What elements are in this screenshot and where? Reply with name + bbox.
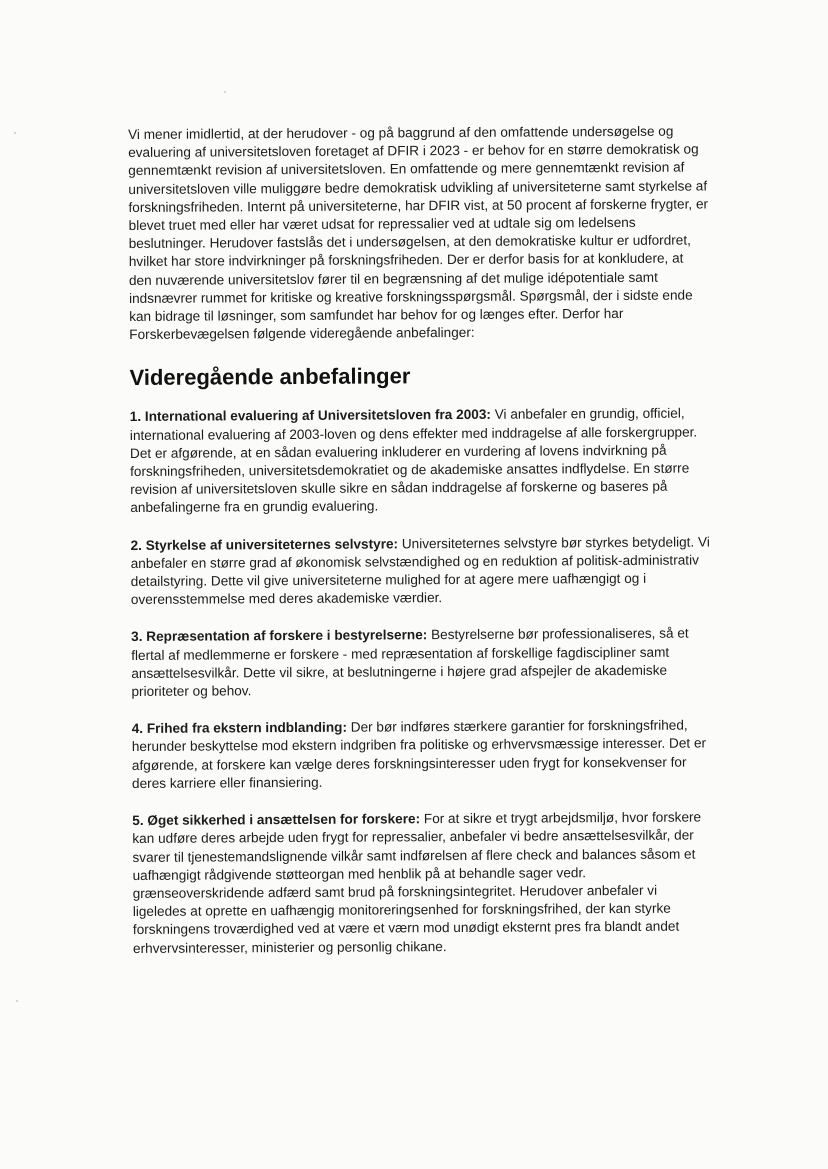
scan-speck: [224, 91, 226, 93]
section-heading: Videregående anbefalinger: [129, 363, 411, 391]
recommendation-3: [131, 625, 711, 701]
scan-speck: [16, 1000, 18, 1002]
recommendation-title: 5. Øget sikkerhed i ansættelsen for forskere:: [132, 811, 421, 829]
recommendation-4: [132, 717, 712, 793]
recommendation-body: Bestyrelserne bør professionaliseres, så et flertal af medlemmerne er forskere - med repræsentation af forskellige fagdiscipliner samt ansættelsesvilkår. Dette vil sikre, at beslutningerne i højere grad afspejler de akademiske prioriteter og behov.: [131, 626, 689, 700]
scan-speck: [14, 132, 16, 134]
document-body: [128, 122, 713, 976]
recommendation-5: [132, 809, 713, 958]
recommendation-2: [131, 533, 711, 609]
recommendation-body: Der bør indføres stærkere garantier for forskningsfrihed, herunder beskyttelse mod ekstern indgriben fra politiske og erhvervsmæssige interesser. Det er afgørende, at forskere kan vælge deres forskningsinteresser uden frygt for konsekvenser for deres karriere eller finansiering.: [131, 717, 707, 791]
recommendation-title: 1. International evaluering af Universitetsloven fra 2003:: [129, 407, 491, 425]
recommendation-title: 4. Frihed fra ekstern indblanding:: [131, 719, 347, 737]
intro-paragraph: Vi mener imidlertid, at der herudover - og på baggrund af den omfattende undersøgelse og evaluering af universitetsloven foretaget af DFIR i 2023 - er behov for en større demokratisk og gennemtænkt revision af universitetsloven. En omfattende og mere gennemtænkt revision af universitetsloven ville muliggøre bedre demokratisk udvikling af universiteterne samt styrkelse af forskningsfriheden. Internt på universiteterne, har DFIR vist, at 50 procent af forskerne frygter, er blevet truet med eller har været udsat for repressalier ved at udtale sig om ledelsens beslutninger. Herudover fastslås det i undersøgelsen, at den demokratiske kultur er udfordret, hvilket har store indvirkninger på forskningsfriheden. Der er derfor basis for at konkludere, at den nuværende universitetslov fører til en begrænsning af det mulige idépotentiale samt indsnævrer rummet for kritiske og kreative forskningsspørgsmål. Spørgsmål, der i sidste ende kan bidrage til løsninger, som samfundet har behov for og længes efter. Derfor har Forskerbevægelsen følgende videregående anbefalinger:: [128, 123, 709, 343]
recommendation-1: [130, 405, 711, 518]
recommendation-body: Vi anbefaler en grundig, officiel, international evaluering af 2003-loven og dens effekter med inddragelse af alle forskergrupper. Det er afgørende, at en sådan evaluering inkluderer en vurdering af lovens indvirkning på forskningsfriheden, universitetsdemokratiet og de akademiske ansattes indflydelse. En større revision af universitetsloven skulle sikre en sådan inddragelse af forskerne og baseres på anbefalingerne fra en grundig evaluering.: [129, 406, 698, 516]
recommendation-body: For at sikre et trygt arbejdsmiljø, hvor forskere kan udføre deres arbejde uden frygt for repressalier, anbefaler vi bedre ansættelsesvilkår, der svarer til tjenestemandslignende vilkår samt indførelsen af flere check and balances såsom et uafhængigt rådgivende støtteorgan med henblik på at behandle sager vedr. grænseoverskridende adfærd samt brud på forskningsintegritet. Herudover anbefaler vi ligeledes at oprette en uafhængig monitoreringsenhed for forskningsfrihed, der kan styrke forskningens troværdighed ved at være et værn mod unødigt eksternt pres fra blandt andet erhvervsinteresser, ministerier og personlig chikane.: [132, 809, 702, 956]
recommendation-title: 3. Repræsentation af forskere i bestyrelserne:: [131, 627, 428, 645]
recommendation-body: Universiteternes selvstyre bør styrkes betydeligt. Vi anbefaler en større grad af økonomisk selvstændighed og en reduktion af politisk-administrativ detailstyring. Dette vil give universiteterne mulighed for at agere mere uafhængigt og i overensstemmelse med deres akademiske værdier.: [130, 534, 710, 608]
recommendation-title: 2. Styrkelse af universiteternes selvstyre:: [130, 536, 399, 553]
